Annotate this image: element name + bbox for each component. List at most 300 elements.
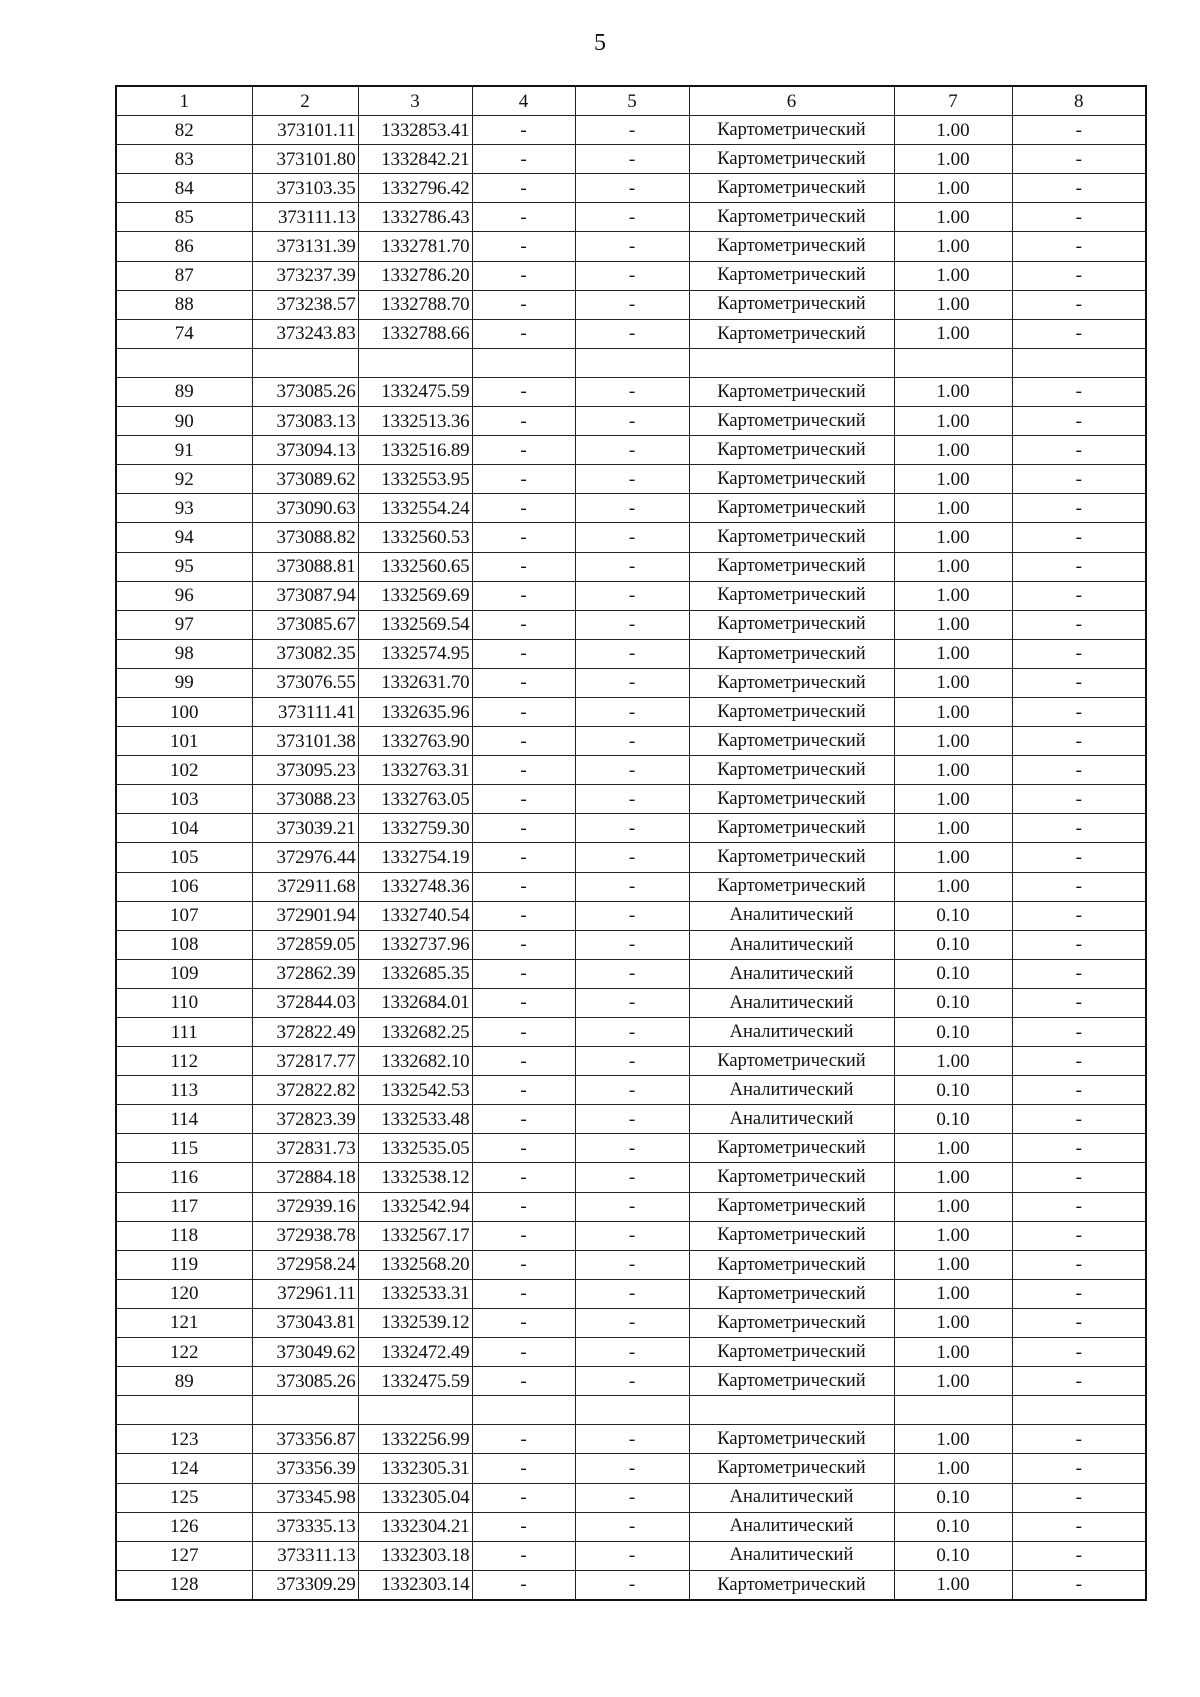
col-5-cell: - <box>575 1367 689 1396</box>
accuracy-cell: 1.00 <box>894 290 1012 319</box>
accuracy-cell: 1.00 <box>894 872 1012 901</box>
col-5-cell: - <box>575 1512 689 1541</box>
col-5-cell: - <box>575 1076 689 1105</box>
col-4-cell: - <box>472 727 575 756</box>
table-row <box>116 1134 1146 1163</box>
method-cell: Картометрический <box>689 116 894 145</box>
col-5-cell: - <box>575 1308 689 1337</box>
col-5-cell: - <box>575 930 689 959</box>
col-5-cell: - <box>575 116 689 145</box>
table-row <box>116 145 1146 174</box>
table-row <box>116 1396 1146 1425</box>
col-5-cell: - <box>575 756 689 785</box>
point-number-cell: 104 <box>116 814 252 843</box>
col-5-cell: - <box>575 174 689 203</box>
accuracy-cell: 1.00 <box>894 407 1012 436</box>
method-cell: Картометрический <box>689 843 894 872</box>
col-4-cell: - <box>472 668 575 697</box>
x-coordinate-cell: 373243.83 <box>252 319 358 348</box>
table-row <box>116 465 1146 494</box>
col-4-cell <box>472 1396 575 1425</box>
col-4-cell: - <box>472 988 575 1017</box>
table-row <box>116 1483 1146 1512</box>
col-4-cell: - <box>472 1454 575 1483</box>
table-row <box>116 1250 1146 1279</box>
accuracy-cell: 1.00 <box>894 1221 1012 1250</box>
accuracy-cell: 1.00 <box>894 319 1012 348</box>
y-coordinate-cell: 1332748.36 <box>358 872 472 901</box>
method-cell: Картометрический <box>689 1250 894 1279</box>
y-coordinate-cell: 1332786.20 <box>358 261 472 290</box>
x-coordinate-cell: 373088.82 <box>252 523 358 552</box>
y-coordinate-cell: 1332569.69 <box>358 581 472 610</box>
x-coordinate-cell: 373088.23 <box>252 785 358 814</box>
col-8-cell: - <box>1012 1250 1146 1279</box>
table-row <box>116 756 1146 785</box>
col-8-cell: - <box>1012 494 1146 523</box>
accuracy-cell: 1.00 <box>894 668 1012 697</box>
col-5-cell: - <box>575 465 689 494</box>
col-5-cell: - <box>575 872 689 901</box>
table-row <box>116 727 1146 756</box>
point-number-cell: 128 <box>116 1570 252 1600</box>
col-5-cell: - <box>575 1105 689 1134</box>
col-5-cell: - <box>575 843 689 872</box>
method-cell: Картометрический <box>689 610 894 639</box>
x-coordinate-cell: 373345.98 <box>252 1483 358 1512</box>
point-number-cell: 103 <box>116 785 252 814</box>
method-cell: Картометрический <box>689 756 894 785</box>
method-cell: Картометрический <box>689 319 894 348</box>
method-cell: Картометрический <box>689 872 894 901</box>
x-coordinate-cell: 372884.18 <box>252 1163 358 1192</box>
point-number-cell: 106 <box>116 872 252 901</box>
col-5-cell: - <box>575 1018 689 1047</box>
table-row <box>116 174 1146 203</box>
col-8-cell: - <box>1012 814 1146 843</box>
y-coordinate-cell: 1332513.36 <box>358 407 472 436</box>
point-number-cell: 119 <box>116 1250 252 1279</box>
col-8-cell: - <box>1012 988 1146 1017</box>
col-4-cell: - <box>472 1192 575 1221</box>
col-8-cell: - <box>1012 1338 1146 1367</box>
col-8-cell: - <box>1012 523 1146 552</box>
col-8-cell: - <box>1012 843 1146 872</box>
col-4-cell: - <box>472 1221 575 1250</box>
method-cell: Картометрический <box>689 1047 894 1076</box>
table-row <box>116 843 1146 872</box>
method-cell: Картометрический <box>689 639 894 668</box>
col-5-cell: - <box>575 290 689 319</box>
col-5-cell: - <box>575 1338 689 1367</box>
col-4-cell: - <box>472 1570 575 1600</box>
x-coordinate-cell: 373088.81 <box>252 552 358 581</box>
col-8-cell: - <box>1012 377 1146 406</box>
col-4-cell: - <box>472 1367 575 1396</box>
table-row <box>116 668 1146 697</box>
accuracy-cell: 1.00 <box>894 174 1012 203</box>
point-number-cell: 84 <box>116 174 252 203</box>
x-coordinate-cell: 373082.35 <box>252 639 358 668</box>
col-4-cell: - <box>472 116 575 145</box>
accuracy-cell: 0.10 <box>894 1018 1012 1047</box>
x-coordinate-cell: 373094.13 <box>252 436 358 465</box>
y-coordinate-cell: 1332682.10 <box>358 1047 472 1076</box>
y-coordinate-cell: 1332533.31 <box>358 1279 472 1308</box>
point-number-cell: 118 <box>116 1221 252 1250</box>
table-row <box>116 377 1146 406</box>
col-4-cell: - <box>472 756 575 785</box>
y-coordinate-cell: 1332740.54 <box>358 901 472 930</box>
table-row <box>116 1163 1146 1192</box>
col-5-cell: - <box>575 232 689 261</box>
accuracy-cell: 0.10 <box>894 1512 1012 1541</box>
method-cell: Картометрический <box>689 552 894 581</box>
accuracy-cell: 1.00 <box>894 1192 1012 1221</box>
accuracy-cell: 1.00 <box>894 1425 1012 1454</box>
header-row <box>116 86 1146 116</box>
x-coordinate-cell: 373085.67 <box>252 610 358 639</box>
method-cell: Аналитический <box>689 1105 894 1134</box>
method-cell: Картометрический <box>689 785 894 814</box>
column-header-6: 6 <box>689 86 894 116</box>
col-4-cell: - <box>472 1105 575 1134</box>
method-cell: Картометрический <box>689 1454 894 1483</box>
x-coordinate-cell: 372939.16 <box>252 1192 358 1221</box>
method-cell: Картометрический <box>689 494 894 523</box>
table-row <box>116 901 1146 930</box>
point-number-cell: 105 <box>116 843 252 872</box>
col-4-cell: - <box>472 1250 575 1279</box>
col-8-cell <box>1012 1396 1146 1425</box>
x-coordinate-cell: 373085.26 <box>252 1367 358 1396</box>
method-cell: Картометрический <box>689 1338 894 1367</box>
col-4-cell: - <box>472 639 575 668</box>
table-row <box>116 1541 1146 1570</box>
col-8-cell: - <box>1012 465 1146 494</box>
x-coordinate-cell: 372817.77 <box>252 1047 358 1076</box>
table-row <box>116 1047 1146 1076</box>
table-row <box>116 348 1146 377</box>
method-cell: Картометрический <box>689 1279 894 1308</box>
col-5-cell: - <box>575 1192 689 1221</box>
col-8-cell: - <box>1012 959 1146 988</box>
point-number-cell: 110 <box>116 988 252 1017</box>
col-4-cell: - <box>472 1483 575 1512</box>
y-coordinate-cell: 1332781.70 <box>358 232 472 261</box>
table-row <box>116 872 1146 901</box>
col-5-cell: - <box>575 436 689 465</box>
y-coordinate-cell: 1332472.49 <box>358 1338 472 1367</box>
method-cell: Картометрический <box>689 1134 894 1163</box>
coordinates-table <box>115 85 1147 1601</box>
method-cell: Картометрический <box>689 1163 894 1192</box>
y-coordinate-cell: 1332754.19 <box>358 843 472 872</box>
col-4-cell: - <box>472 959 575 988</box>
method-cell: Аналитический <box>689 1076 894 1105</box>
col-5-cell: - <box>575 203 689 232</box>
col-8-cell: - <box>1012 785 1146 814</box>
y-coordinate-cell: 1332538.12 <box>358 1163 472 1192</box>
accuracy-cell: 1.00 <box>894 843 1012 872</box>
y-coordinate-cell: 1332533.48 <box>358 1105 472 1134</box>
col-4-cell: - <box>472 1541 575 1570</box>
col-5-cell: - <box>575 697 689 726</box>
col-5-cell: - <box>575 1221 689 1250</box>
accuracy-cell: 1.00 <box>894 494 1012 523</box>
col-8-cell: - <box>1012 1221 1146 1250</box>
point-number-cell: 99 <box>116 668 252 697</box>
col-4-cell: - <box>472 1512 575 1541</box>
col-4-cell: - <box>472 377 575 406</box>
x-coordinate-cell: 373111.41 <box>252 697 358 726</box>
col-8-cell: - <box>1012 697 1146 726</box>
col-4-cell: - <box>472 203 575 232</box>
col-4-cell: - <box>472 261 575 290</box>
method-cell: Картометрический <box>689 174 894 203</box>
col-4-cell: - <box>472 1134 575 1163</box>
col-4-cell: - <box>472 465 575 494</box>
accuracy-cell: 0.10 <box>894 901 1012 930</box>
col-4-cell: - <box>472 610 575 639</box>
method-cell: Картометрический <box>689 1425 894 1454</box>
method-cell: Картометрический <box>689 1192 894 1221</box>
method-cell: Картометрический <box>689 581 894 610</box>
column-header-1: 1 <box>116 86 252 116</box>
col-5-cell: - <box>575 581 689 610</box>
col-8-cell: - <box>1012 1425 1146 1454</box>
col-8-cell: - <box>1012 261 1146 290</box>
col-4-cell: - <box>472 930 575 959</box>
method-cell: Аналитический <box>689 930 894 959</box>
y-coordinate-cell: 1332303.14 <box>358 1570 472 1600</box>
accuracy-cell: 1.00 <box>894 1047 1012 1076</box>
col-5-cell: - <box>575 523 689 552</box>
col-4-cell: - <box>472 901 575 930</box>
col-4-cell <box>472 348 575 377</box>
x-coordinate-cell: 373356.87 <box>252 1425 358 1454</box>
x-coordinate-cell <box>252 348 358 377</box>
x-coordinate-cell: 373238.57 <box>252 290 358 319</box>
x-coordinate-cell: 372831.73 <box>252 1134 358 1163</box>
point-number-cell: 122 <box>116 1338 252 1367</box>
y-coordinate-cell: 1332305.31 <box>358 1454 472 1483</box>
col-8-cell <box>1012 348 1146 377</box>
table-row <box>116 290 1146 319</box>
accuracy-cell: 0.10 <box>894 988 1012 1017</box>
page-number: 5 <box>594 30 606 56</box>
x-coordinate-cell: 373085.26 <box>252 377 358 406</box>
accuracy-cell: 1.00 <box>894 1134 1012 1163</box>
y-coordinate-cell: 1332737.96 <box>358 930 472 959</box>
method-cell: Картометрический <box>689 436 894 465</box>
col-4-cell: - <box>472 697 575 726</box>
col-8-cell: - <box>1012 727 1146 756</box>
table-row <box>116 697 1146 726</box>
point-number-cell: 111 <box>116 1018 252 1047</box>
x-coordinate-cell: 372859.05 <box>252 930 358 959</box>
x-coordinate-cell: 373131.39 <box>252 232 358 261</box>
column-header-8: 8 <box>1012 86 1146 116</box>
method-cell: Картометрический <box>689 1570 894 1600</box>
method-cell: Аналитический <box>689 1541 894 1570</box>
table-row <box>116 203 1146 232</box>
col-5-cell: - <box>575 1454 689 1483</box>
accuracy-cell: 1.00 <box>894 785 1012 814</box>
method-cell: Аналитический <box>689 1483 894 1512</box>
y-coordinate-cell: 1332542.53 <box>358 1076 472 1105</box>
col-8-cell: - <box>1012 1512 1146 1541</box>
table-row <box>116 1308 1146 1337</box>
col-5-cell: - <box>575 988 689 1017</box>
x-coordinate-cell: 373090.63 <box>252 494 358 523</box>
x-coordinate-cell: 373101.38 <box>252 727 358 756</box>
y-coordinate-cell: 1332786.43 <box>358 203 472 232</box>
point-number-cell: 97 <box>116 610 252 639</box>
x-coordinate-cell: 373237.39 <box>252 261 358 290</box>
table-row <box>116 494 1146 523</box>
table-row <box>116 610 1146 639</box>
col-8-cell: - <box>1012 319 1146 348</box>
point-number-cell: 121 <box>116 1308 252 1337</box>
x-coordinate-cell: 372822.82 <box>252 1076 358 1105</box>
col-5-cell: - <box>575 1541 689 1570</box>
accuracy-cell: 1.00 <box>894 552 1012 581</box>
y-coordinate-cell: 1332560.65 <box>358 552 472 581</box>
y-coordinate-cell <box>358 1396 472 1425</box>
y-coordinate-cell: 1332475.59 <box>358 377 472 406</box>
x-coordinate-cell: 372862.39 <box>252 959 358 988</box>
y-coordinate-cell: 1332788.70 <box>358 290 472 319</box>
col-4-cell: - <box>472 407 575 436</box>
y-coordinate-cell: 1332763.31 <box>358 756 472 785</box>
point-number-cell: 107 <box>116 901 252 930</box>
col-8-cell: - <box>1012 552 1146 581</box>
table-row <box>116 930 1146 959</box>
col-4-cell: - <box>472 523 575 552</box>
col-4-cell: - <box>472 872 575 901</box>
point-number-cell: 108 <box>116 930 252 959</box>
col-8-cell: - <box>1012 901 1146 930</box>
table-row <box>116 1338 1146 1367</box>
col-5-cell: - <box>575 407 689 436</box>
point-number-cell: 74 <box>116 319 252 348</box>
column-header-5: 5 <box>575 86 689 116</box>
point-number-cell: 91 <box>116 436 252 465</box>
col-8-cell: - <box>1012 232 1146 261</box>
y-coordinate-cell: 1332569.54 <box>358 610 472 639</box>
point-number-cell: 93 <box>116 494 252 523</box>
col-4-cell: - <box>472 581 575 610</box>
y-coordinate-cell: 1332305.04 <box>358 1483 472 1512</box>
method-cell: Картометрический <box>689 697 894 726</box>
point-number-cell: 123 <box>116 1425 252 1454</box>
table-row <box>116 1570 1146 1600</box>
x-coordinate-cell: 372976.44 <box>252 843 358 872</box>
x-coordinate-cell: 373076.55 <box>252 668 358 697</box>
accuracy-cell: 1.00 <box>894 116 1012 145</box>
method-cell: Картометрический <box>689 145 894 174</box>
col-8-cell: - <box>1012 290 1146 319</box>
accuracy-cell: 1.00 <box>894 1163 1012 1192</box>
col-5-cell: - <box>575 785 689 814</box>
x-coordinate-cell: 372911.68 <box>252 872 358 901</box>
point-number-cell: 113 <box>116 1076 252 1105</box>
col-4-cell: - <box>472 436 575 465</box>
column-header-3: 3 <box>358 86 472 116</box>
col-5-cell: - <box>575 1134 689 1163</box>
accuracy-cell: 1.00 <box>894 1279 1012 1308</box>
point-number-cell: 109 <box>116 959 252 988</box>
y-coordinate-cell: 1332567.17 <box>358 1221 472 1250</box>
method-cell <box>689 1396 894 1425</box>
table-row <box>116 639 1146 668</box>
col-4-cell: - <box>472 1047 575 1076</box>
y-coordinate-cell: 1332763.90 <box>358 727 472 756</box>
x-coordinate-cell: 372958.24 <box>252 1250 358 1279</box>
point-number-cell: 120 <box>116 1279 252 1308</box>
col-5-cell: - <box>575 145 689 174</box>
y-coordinate-cell: 1332759.30 <box>358 814 472 843</box>
col-5-cell: - <box>575 901 689 930</box>
accuracy-cell: 1.00 <box>894 377 1012 406</box>
x-coordinate-cell: 373356.39 <box>252 1454 358 1483</box>
accuracy-cell: 1.00 <box>894 639 1012 668</box>
col-5-cell: - <box>575 1163 689 1192</box>
method-cell: Картометрический <box>689 727 894 756</box>
y-coordinate-cell: 1332853.41 <box>358 116 472 145</box>
col-5-cell: - <box>575 494 689 523</box>
accuracy-cell: 1.00 <box>894 814 1012 843</box>
x-coordinate-cell: 373049.62 <box>252 1338 358 1367</box>
col-8-cell: - <box>1012 930 1146 959</box>
accuracy-cell: 0.10 <box>894 1076 1012 1105</box>
col-8-cell: - <box>1012 668 1146 697</box>
col-8-cell: - <box>1012 1018 1146 1047</box>
method-cell: Картометрический <box>689 203 894 232</box>
x-coordinate-cell <box>252 1396 358 1425</box>
accuracy-cell: 1.00 <box>894 145 1012 174</box>
y-coordinate-cell: 1332475.59 <box>358 1367 472 1396</box>
y-coordinate-cell: 1332539.12 <box>358 1308 472 1337</box>
method-cell: Аналитический <box>689 988 894 1017</box>
col-4-cell: - <box>472 843 575 872</box>
accuracy-cell: 1.00 <box>894 1454 1012 1483</box>
point-number-cell: 95 <box>116 552 252 581</box>
point-number-cell: 98 <box>116 639 252 668</box>
x-coordinate-cell: 373111.13 <box>252 203 358 232</box>
col-4-cell: - <box>472 785 575 814</box>
method-cell: Картометрический <box>689 377 894 406</box>
table-row <box>116 581 1146 610</box>
accuracy-cell: 1.00 <box>894 756 1012 785</box>
col-4-cell: - <box>472 494 575 523</box>
y-coordinate-cell: 1332542.94 <box>358 1192 472 1221</box>
col-4-cell: - <box>472 552 575 581</box>
y-coordinate-cell: 1332788.66 <box>358 319 472 348</box>
point-number-cell: 88 <box>116 290 252 319</box>
x-coordinate-cell: 373039.21 <box>252 814 358 843</box>
y-coordinate-cell: 1332560.53 <box>358 523 472 552</box>
point-number-cell: 100 <box>116 697 252 726</box>
x-coordinate-cell: 373103.35 <box>252 174 358 203</box>
point-number-cell: 83 <box>116 145 252 174</box>
method-cell: Картометрический <box>689 1367 894 1396</box>
x-coordinate-cell: 372844.03 <box>252 988 358 1017</box>
point-number-cell: 94 <box>116 523 252 552</box>
point-number-cell: 126 <box>116 1512 252 1541</box>
table-row <box>116 1018 1146 1047</box>
